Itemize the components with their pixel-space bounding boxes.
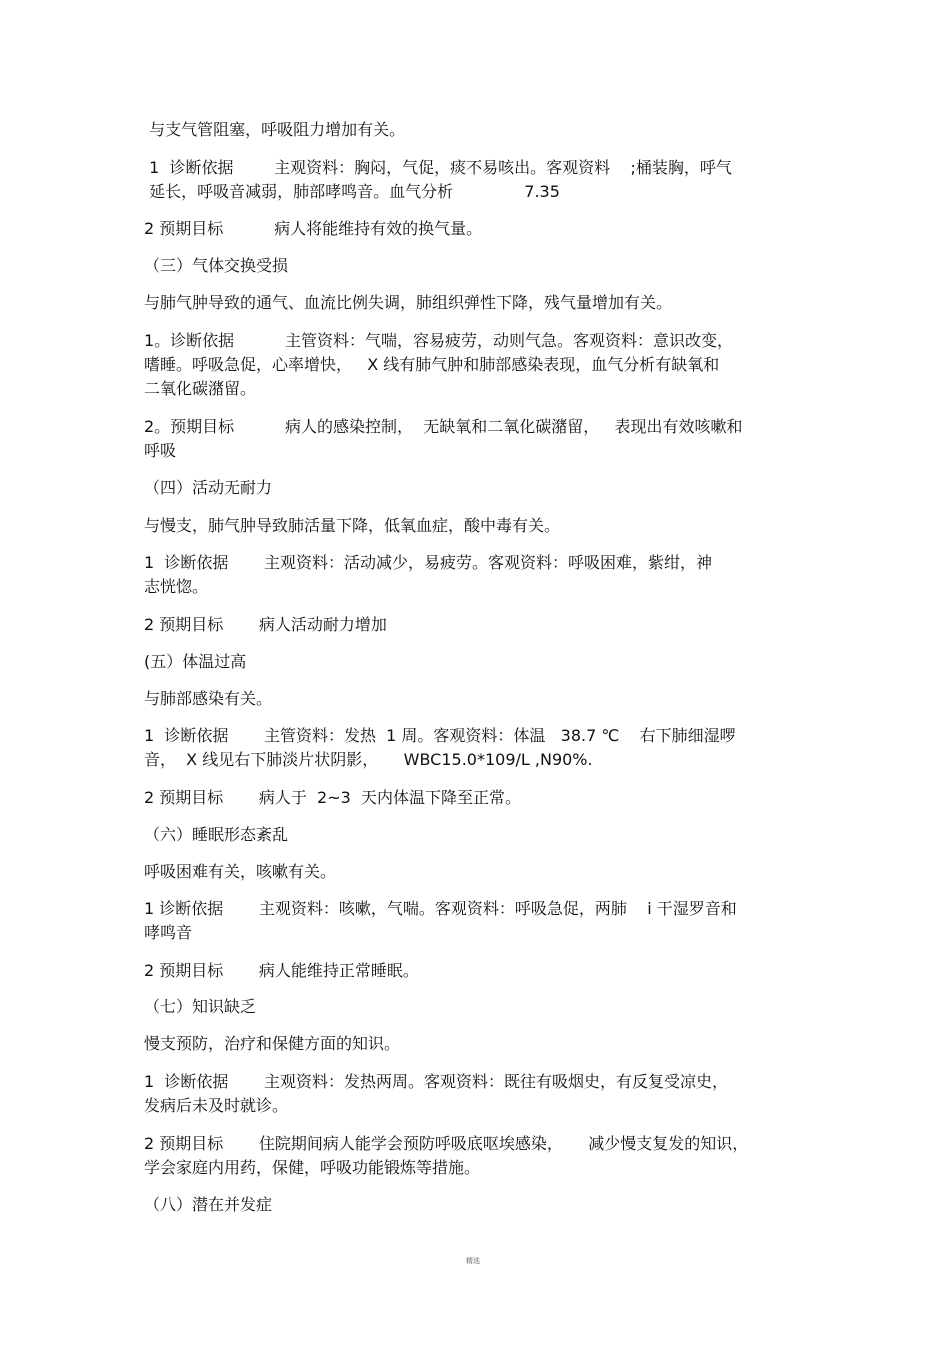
text-line: 音， X 线见右下肺淡片状阴影， WBC15.0*109/L ,N90%. — [144, 750, 593, 769]
text-line: 2 预期目标 住院期间病人能学会预防呼吸底呕埃感染， 减少慢支复发的知识， — [144, 1134, 749, 1153]
text-line: 1 诊断依据 主观资料：胸闷，气促，痰不易咳出。客观资料 ;桶装胸，呼气 — [144, 158, 732, 177]
text-line: 哮鸣音 — [144, 923, 193, 942]
text-line: 延长，呼吸音减弱，肺部哮鸣音。血气分析 7.35 — [144, 182, 560, 201]
page-footer: 精选 — [466, 1257, 480, 1265]
text-line: 1。诊断依据 主管资料：气喘，容易疲劳，动则气急。客观资料：意识改变， — [144, 331, 734, 350]
text-line: 发病后未及时就诊。 — [144, 1096, 289, 1115]
text-line: 1 诊断依据 主观资料：咳嗽，气喘。客观资料：呼吸急促，两肺 i 干湿罗音和 — [144, 899, 737, 918]
text-line: 学会家庭内用药，保健，呼吸功能锻炼等措施。 — [144, 1158, 481, 1177]
text-line: 二氧化碳潴留。 — [144, 379, 257, 398]
section-heading: （八）潜在并发症 — [144, 1195, 273, 1214]
text-line: 呼吸困难有关，咳嗽有关。 — [144, 862, 337, 881]
text-line: 与慢支，肺气肿导致肺活量下降，低氧血症，酸中毒有关。 — [144, 516, 561, 535]
text-line: 与肺部感染有关。 — [144, 689, 273, 708]
text-line: 2。预期目标 病人的感染控制， 无缺氧和二氧化碳潴留， 表现出有效咳嗽和 — [144, 417, 743, 436]
text-line: 2 预期目标 病人于 2~3 天内体温下降至正常。 — [144, 788, 521, 807]
text-line: 嗜睡。呼吸急促，心率增快， X 线有肺气肿和肺部感染表现，血气分析有缺氧和 — [144, 355, 720, 374]
text-line: 2 预期目标 病人活动耐力增加 — [144, 615, 387, 634]
section-heading: （七）知识缺乏 — [144, 997, 257, 1016]
text-line: 慢支预防，治疗和保健方面的知识。 — [144, 1034, 401, 1053]
text-line: 2 预期目标 病人能维持正常睡眠。 — [144, 961, 419, 980]
text-line: 与肺气肿导致的通气、血流比例失调，肺组织弹性下降，残气量增加有关。 — [144, 293, 673, 312]
text-line: 1 诊断依据 主观资料：活动减少，易疲劳。客观资料：呼吸困难，紫绀，神 — [144, 553, 712, 572]
text-line: 1 诊断依据 主观资料：发热两周。客观资料：既往有吸烟史，有反复受凉史， — [144, 1072, 728, 1091]
section-heading: （三）气体交换受损 — [144, 256, 289, 275]
text-line: 志恍惚。 — [144, 577, 209, 596]
section-heading: （六）睡眠形态紊乱 — [144, 825, 289, 844]
text-line: 1 诊断依据 主管资料：发热 1 周。客观资料：体温 38.7 ℃ 右下肺细湿啰 — [144, 726, 736, 745]
section-heading: （四）活动无耐力 — [144, 478, 273, 497]
text-line: 2 预期目标 病人将能维持有效的换气量。 — [144, 219, 483, 238]
text-line: 呼吸 — [144, 441, 177, 460]
section-heading: (五）体温过高 — [144, 652, 247, 671]
text-line: 与支气管阻塞，呼吸阻力增加有关。 — [144, 120, 406, 139]
